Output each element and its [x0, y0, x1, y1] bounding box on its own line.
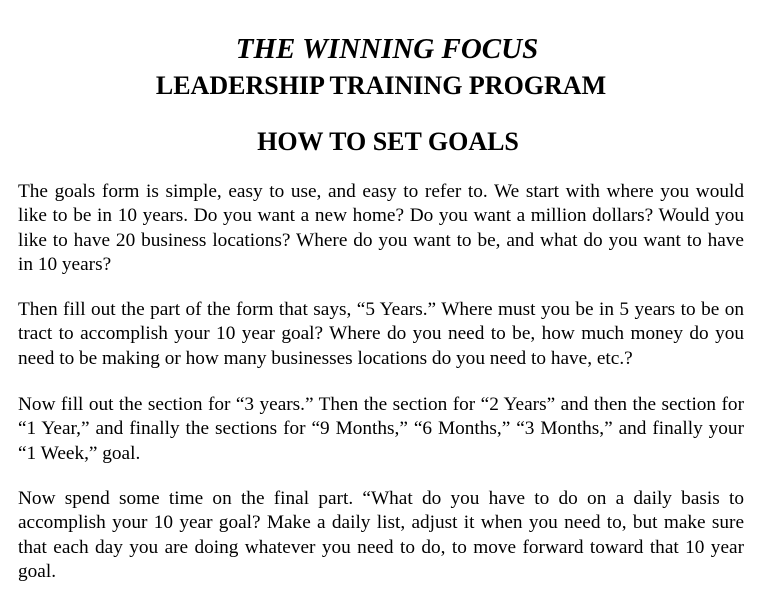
paragraph-daily-plan: Now spend some time on the final part. “What do you have to do on a daily basis to accomplish your 10 year goal? Make a daily list, adjust it when you need to, but make sure that each day you are doing whatever you need to do, to move forward toward that 10 year goal.: [18, 488, 744, 582]
paragraph-short-term-goals: Now fill out the section for “3 years.” Then the section for “2 Years” and then the section for “1 Year,” and finally the sections for “9 Months,” “6 Months,” “3 Months,” and finally your “1 Week,” goal.: [18, 394, 744, 464]
document-title: THE WINNING FOCUS: [235, 33, 539, 65]
paragraph-ten-year-goal: The goals form is simple, easy to use, and easy to refer to. We start with where you would like to be in 10 years. Do you want a new home? Do you want a million dollars? Would you like to have 20 business locations? Where do you want to be, and what do you want to have in 10 years?: [18, 181, 744, 275]
document-page: [18, 0, 744, 600]
section-heading: HOW TO SET GOALS: [257, 127, 519, 156]
program-subtitle: LEADERSHIP TRAINING PROGRAM: [155, 71, 607, 100]
paragraph-five-year-goal: Then fill out the part of the form that says, “5 Years.” Where must you be in 5 years to be on tract to accomplish your 10 year goal? Where do you need to be, how much money do you need to be making or how many businesses locations do you need to have, etc.?: [18, 299, 744, 369]
